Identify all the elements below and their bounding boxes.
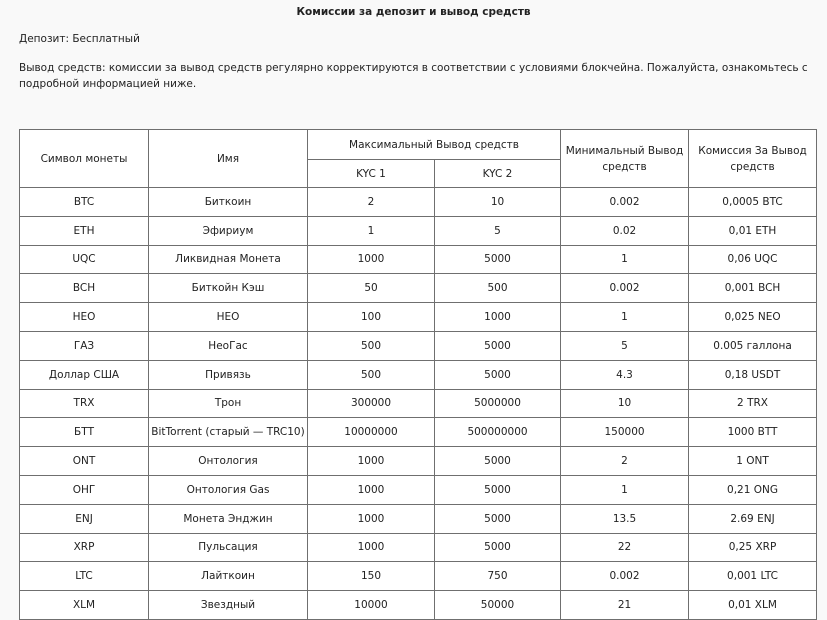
cell-kyc2: 5000: [435, 533, 561, 562]
cell-min-withdraw: 1: [561, 303, 689, 332]
header-fee: Комиссия За Вывод средств: [689, 130, 817, 188]
cell-kyc2: 10: [435, 188, 561, 217]
cell-min-withdraw: 0.02: [561, 216, 689, 245]
cell-symbol: XLM: [20, 591, 149, 620]
cell-fee: 1000 BTT: [689, 418, 817, 447]
cell-fee: 0,0005 BTC: [689, 188, 817, 217]
cell-min-withdraw: 0.002: [561, 188, 689, 217]
cell-fee: 2.69 ENJ: [689, 504, 817, 533]
cell-fee: 0,21 ONG: [689, 475, 817, 504]
cell-kyc2: 5000: [435, 504, 561, 533]
fees-table-body: [20, 188, 817, 620]
cell-kyc1: 1000: [308, 245, 435, 274]
table-row: [20, 360, 817, 389]
cell-name: Эфириум: [149, 216, 308, 245]
cell-kyc2: 750: [435, 562, 561, 591]
cell-kyc1: 500: [308, 360, 435, 389]
cell-kyc1: 1000: [308, 504, 435, 533]
table-row: [20, 418, 817, 447]
table-row: [20, 245, 817, 274]
cell-kyc2: 5000: [435, 245, 561, 274]
table-row: [20, 591, 817, 620]
cell-name: Онтология Gas: [149, 475, 308, 504]
cell-fee: 0,025 NEO: [689, 303, 817, 332]
cell-min-withdraw: 5: [561, 331, 689, 360]
header-row: [20, 130, 817, 160]
cell-name: Ликвидная Монета: [149, 245, 308, 274]
cell-kyc2: 5000: [435, 360, 561, 389]
table-row: [20, 562, 817, 591]
cell-kyc2: 500000000: [435, 418, 561, 447]
cell-symbol: TRX: [20, 389, 149, 418]
cell-symbol: ETH: [20, 216, 149, 245]
table-row: [20, 389, 817, 418]
cell-kyc1: 10000000: [308, 418, 435, 447]
cell-fee: 2 TRX: [689, 389, 817, 418]
deposit-info: Депозит: Бесплатный: [19, 33, 140, 45]
cell-name: BitTorrent (старый — TRC10): [149, 418, 308, 447]
cell-fee: 0,001 BCH: [689, 274, 817, 303]
cell-kyc1: 1000: [308, 533, 435, 562]
cell-kyc2: 500: [435, 274, 561, 303]
cell-name: Биткоин: [149, 188, 308, 217]
cell-min-withdraw: 21: [561, 591, 689, 620]
cell-name: Монета Энджин: [149, 504, 308, 533]
cell-min-withdraw: 13.5: [561, 504, 689, 533]
cell-min-withdraw: 22: [561, 533, 689, 562]
cell-fee: 0,01 ETH: [689, 216, 817, 245]
cell-kyc1: 300000: [308, 389, 435, 418]
cell-kyc2: 5: [435, 216, 561, 245]
cell-kyc1: 10000: [308, 591, 435, 620]
cell-kyc1: 1000: [308, 475, 435, 504]
cell-name: Онтология: [149, 447, 308, 476]
cell-fee: 0,01 XLM: [689, 591, 817, 620]
cell-kyc1: 2: [308, 188, 435, 217]
cell-kyc1: 1000: [308, 447, 435, 476]
cell-min-withdraw: 10: [561, 389, 689, 418]
header-min-withdraw: Минимальный Вывод средств: [561, 130, 689, 188]
fees-table: [19, 129, 817, 620]
cell-name: Биткойн Кэш: [149, 274, 308, 303]
cell-kyc2: 5000: [435, 331, 561, 360]
cell-name: НЕО: [149, 303, 308, 332]
header-symbol: Символ монеты: [20, 130, 149, 188]
cell-fee: 0,06 UQC: [689, 245, 817, 274]
cell-symbol: ОНГ: [20, 475, 149, 504]
table-row: [20, 303, 817, 332]
cell-min-withdraw: 1: [561, 475, 689, 504]
table-row: [20, 216, 817, 245]
cell-kyc1: 1: [308, 216, 435, 245]
cell-symbol: UQC: [20, 245, 149, 274]
cell-min-withdraw: 1: [561, 245, 689, 274]
page-title: Комиссии за депозит и вывод средств: [296, 6, 531, 18]
cell-fee: 0,25 XRP: [689, 533, 817, 562]
cell-fee: 1 ONT: [689, 447, 817, 476]
header-kyc2: KYC 2: [435, 160, 561, 188]
cell-name: Лайткоин: [149, 562, 308, 591]
header-kyc1: KYC 1: [308, 160, 435, 188]
cell-kyc2: 50000: [435, 591, 561, 620]
cell-kyc2: 5000: [435, 447, 561, 476]
cell-symbol: ENJ: [20, 504, 149, 533]
cell-fee: 0,001 LTC: [689, 562, 817, 591]
cell-symbol: БТТ: [20, 418, 149, 447]
cell-min-withdraw: 0.002: [561, 274, 689, 303]
cell-min-withdraw: 2: [561, 447, 689, 476]
cell-name: НеоГас: [149, 331, 308, 360]
cell-symbol: ONT: [20, 447, 149, 476]
cell-symbol: LTC: [20, 562, 149, 591]
cell-kyc2: 1000: [435, 303, 561, 332]
cell-min-withdraw: 4.3: [561, 360, 689, 389]
table-row: [20, 504, 817, 533]
cell-symbol: ГАЗ: [20, 331, 149, 360]
table-row: [20, 188, 817, 217]
table-row: [20, 475, 817, 504]
table-row: [20, 447, 817, 476]
withdraw-info: Вывод средств: комиссии за вывод средств регулярно корректируются в соответствии с условиями блокчейна. Пожалуйста, ознакомьтесь с подробной информацией ниже.: [19, 62, 808, 90]
cell-kyc1: 500: [308, 331, 435, 360]
cell-kyc2: 5000: [435, 475, 561, 504]
cell-symbol: НЕО: [20, 303, 149, 332]
header-name: Имя: [149, 130, 308, 188]
cell-name: Трон: [149, 389, 308, 418]
cell-name: Пульсация: [149, 533, 308, 562]
cell-symbol: BTC: [20, 188, 149, 217]
table-row: [20, 533, 817, 562]
cell-kyc1: 50: [308, 274, 435, 303]
cell-min-withdraw: 0.002: [561, 562, 689, 591]
cell-kyc1: 100: [308, 303, 435, 332]
table-row: [20, 331, 817, 360]
cell-fee: 0.005 галлона: [689, 331, 817, 360]
cell-symbol: BCH: [20, 274, 149, 303]
cell-name: Звездный: [149, 591, 308, 620]
cell-min-withdraw: 150000: [561, 418, 689, 447]
cell-name: Привязь: [149, 360, 308, 389]
cell-symbol: Доллар США: [20, 360, 149, 389]
cell-fee: 0,18 USDT: [689, 360, 817, 389]
table-row: [20, 274, 817, 303]
cell-symbol: XRP: [20, 533, 149, 562]
cell-kyc1: 150: [308, 562, 435, 591]
cell-kyc2: 5000000: [435, 389, 561, 418]
header-max-withdraw: Максимальный Вывод средств: [308, 130, 561, 160]
